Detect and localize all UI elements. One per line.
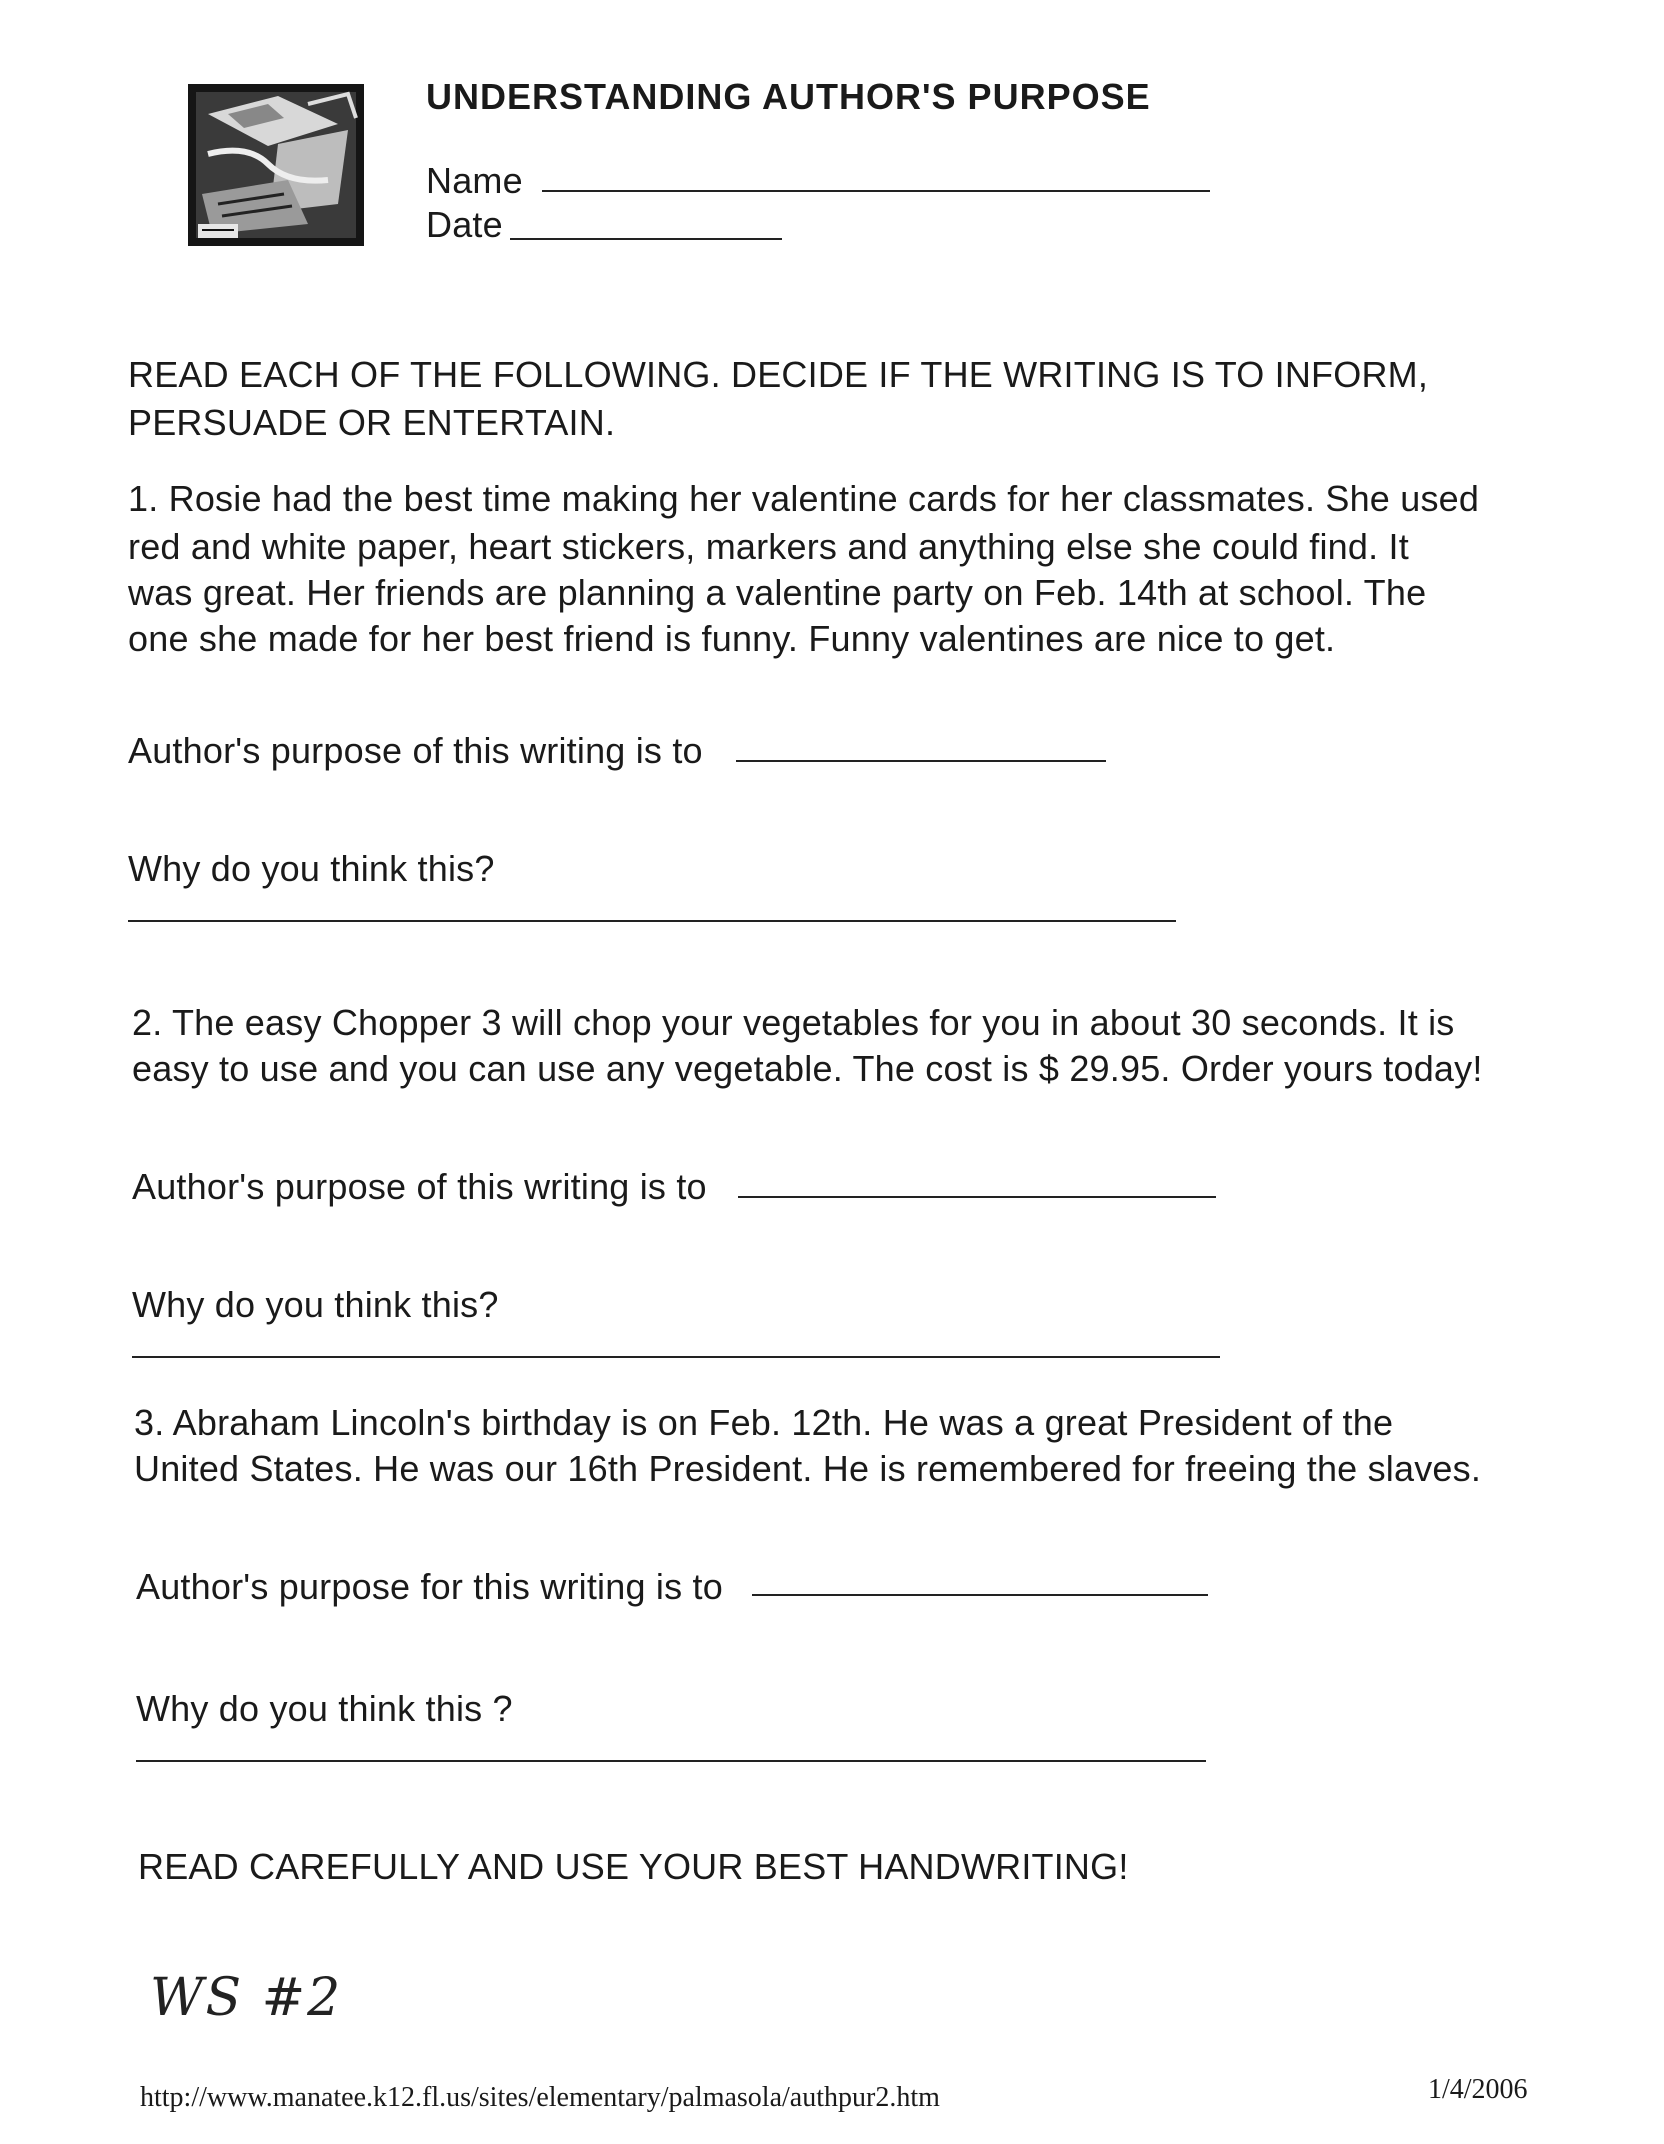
question-2-purpose-prompt: Author's purpose of this writing is to: [132, 1166, 707, 1207]
date-label: [426, 202, 503, 248]
name-field-line[interactable]: [542, 190, 1210, 192]
question-3-line-2: United States. He was our 16th President. He is remembered for freeing the slaves.: [134, 1448, 1482, 1489]
handwritten-note: WS #2: [150, 1968, 343, 2028]
instructions-line-2: PERSUADE OR ENTERTAIN.: [128, 402, 616, 443]
question-2-why-answer-line[interactable]: [132, 1356, 1220, 1358]
date-field-line[interactable]: [510, 238, 782, 240]
question-1-line-4: one she made for her best friend is funny. Funny valentines are nice to get.: [128, 618, 1336, 659]
question-2-line-1: 2. The easy Chopper 3 will chop your vegetables for you in about 30 seconds. It is: [132, 1002, 1455, 1043]
question-3-purpose-prompt: Author's purpose for this writing is to: [136, 1566, 723, 1607]
question-1-line-2: red and white paper, heart stickers, markers and anything else she could find. It: [128, 526, 1409, 567]
footer-url: http://www.manatee.k12.fl.us/sites/elementary/palmasola/authpur2.htm: [140, 2082, 940, 2113]
question-3-line-1: 3. Abraham Lincoln's birthday is on Feb. 12th. He was a great President of the: [134, 1402, 1394, 1443]
footer-date: 1/4/2006: [1428, 2074, 1528, 2105]
question-2-line-2: easy to use and you can use any vegetable. The cost is $ 29.95. Order yours today!: [132, 1048, 1483, 1089]
question-1-why-answer-line[interactable]: [128, 920, 1176, 922]
question-1-line-3: was great. Her friends are planning a valentine party on Feb. 14th at school. The: [128, 572, 1427, 613]
closing-instruction: READ CAREFULLY AND USE YOUR BEST HANDWRITING!: [138, 1846, 1129, 1887]
instructions-line-1: READ EACH OF THE FOLLOWING. DECIDE IF THE WRITING IS TO INFORM,: [128, 354, 1429, 395]
question-2-why-prompt: Why do you think this?: [132, 1284, 499, 1325]
question-1-line-1: 1. Rosie had the best time making her valentine cards for her classmates. She used: [128, 478, 1480, 519]
question-1-why-prompt: Why do you think this?: [128, 848, 495, 889]
date-label-text: Date: [426, 204, 503, 245]
name-label-text: Name: [426, 160, 523, 201]
question-3-why-prompt: Why do you think this ?: [136, 1688, 513, 1729]
question-1-purpose-prompt: Author's purpose of this writing is to: [128, 730, 703, 771]
question-3-why-answer-line[interactable]: [136, 1760, 1206, 1762]
question-2-purpose-answer-line[interactable]: [738, 1196, 1216, 1198]
question-1-purpose-answer-line[interactable]: [736, 760, 1106, 762]
letter-writing-clipart-icon: [188, 84, 364, 246]
page-title: UNDERSTANDING AUTHOR'S PURPOSE: [426, 76, 1151, 117]
question-3-purpose-answer-line[interactable]: [752, 1594, 1208, 1596]
name-label: [426, 158, 523, 204]
